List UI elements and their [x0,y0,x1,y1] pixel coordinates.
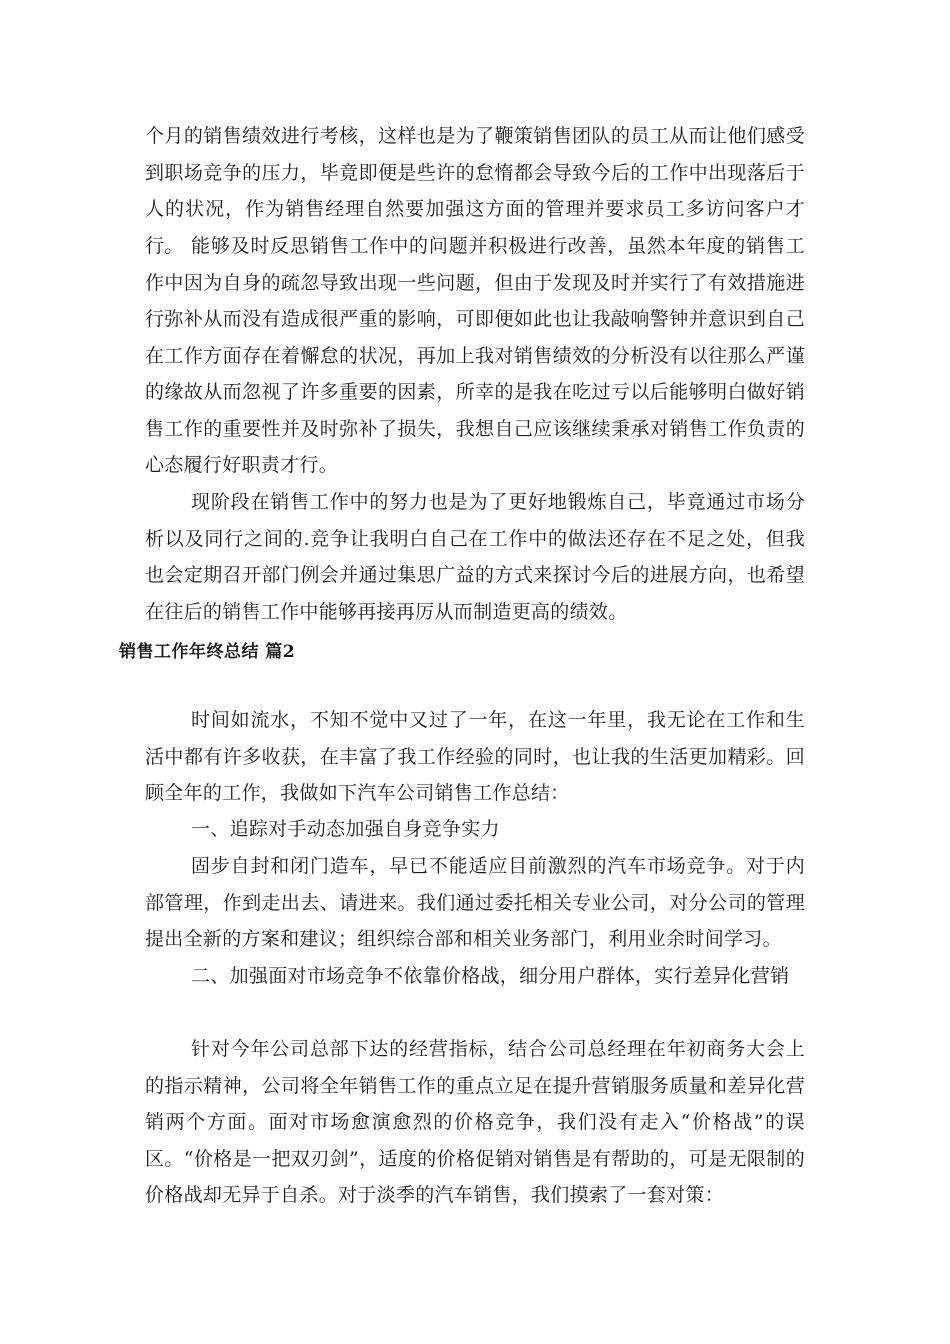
section-subheading-2: 二、加强面对市场竞争不依靠价格战，细分用户群体，实行差异化营销 [191,965,790,987]
section-title: 销售工作年终总结 篇2 [119,642,296,662]
section-paragraph-2: 固步自封和闭门造车，早已不能适应目前激烈的汽车市场竞争。对于内部管理，作到走出去、请进来。我们通过委托相关专业公司，对分公司的管理提出全新的方案和建议；组织综合部和相关业务部门，利用业余时间学习。 [145,855,805,950]
section-paragraph-1: 时间如流水，不知不觉中又过了一年，在这一年里，我无论在工作和生活中都有许多收获，在丰富了我工作经验的同时，也让我的生活更加精彩。回顾全年的工作，我做如下汽车公司销售工作总结： [145,709,805,804]
paragraph-1: 个月的销售绩效进行考核，这样也是为了鞭策销售团队的员工从而让他们感受到职场竞争的压力，毕竟即便是些许的怠惰都会导致今后的工作中出现落后于人的状况，作为销售经理自然要加强这方面的管理并要求员工多访问客户才行。 [145,125,805,257]
paragraph-3: 现阶段在销售工作中的努力也是为了更好地锻炼自己，毕竟通过市场分析以及同行之间的.竞争让我明白自己在工作中的做法还存在不足之处，但我也会定期召开部门例会并通过集思广益的方式来探讨今后的进展方向，也希望在往后的销售工作中能够再接再厉从而制造更高的绩效。 [145,491,805,623]
paragraph-2: 能够及时反思销售工作中的问题并积极进行改善，虽然本年度的销售工作中因为自身的疏忽导致出现一些问题，但由于发现及时并实行了有效措施进行弥补从而没有造成很严重的影响，可即便如此也让我敲响警钟并意识到自己在工作方面存在着懈怠的状况，再加上我对销售绩效的分析没有以往那么严谨的缘故从而忽视了许多重要的因素，所幸的是我在吃过亏以后能够明白做好销售工作的重要性并及时弥补了损失，我想自己应该继续秉承对销售工作负责的心态履行好职责才行。 [145,235,805,476]
section-subheading-1: 一、追踪对手动态加强自身竞争实力 [191,818,500,840]
section-paragraph-3: 针对今年公司总部下达的经营指标，结合公司总经理在年初商务大会上的指示精神，公司将全年销售工作的重点立足在提升营销服务质量和差异化营销两个方面。面对市场愈演愈烈的价格竞争，我们没有走入“价格战”的误区。“价格是一把双刃剑”，适度的价格促销对销售是有帮助的，可是无限制的价格战却无异于自杀。对于淡季的汽车销售，我们摸索了一套对策： [145,1038,805,1206]
